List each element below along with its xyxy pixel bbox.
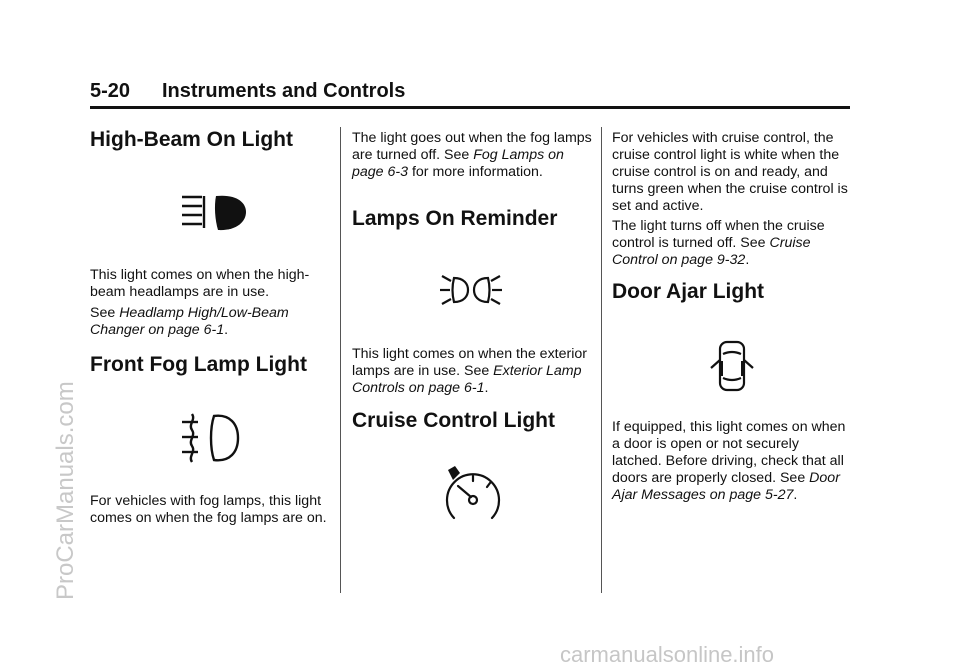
- footer-watermark: carmanualsonline.info: [560, 642, 775, 667]
- door-ajar-messages-link[interactable]: Door Ajar Messages on page 5-27: [612, 470, 840, 503]
- side-watermark: ProCarManuals.com: [52, 381, 79, 600]
- headlamp-changer-link[interactable]: Headlamp High/Low-Beam Changer on page 6-1: [90, 305, 289, 338]
- cruise-control-icon: [442, 464, 504, 522]
- fog-lamp-heading: Front Fog Lamp Light: [90, 353, 307, 376]
- door-ajar-icon: [708, 338, 756, 394]
- lamps-on-heading: Lamps On Reminder: [352, 207, 558, 230]
- high-beam-description: This light comes on when the high-beam headlamps are in use.: [90, 267, 310, 300]
- page-header: [90, 80, 850, 109]
- cruise-off-description: The light turns off when the cruise control is turned off. See Cruise Control on page 9-32.: [612, 218, 825, 268]
- fog-lamps-link[interactable]: Fog Lamps on page 6-3: [352, 147, 564, 180]
- fog-lamp-icon: [178, 410, 242, 466]
- cruise-status-description: For vehicles with cruise control, the cruise control light is white when the cruise control is on and ready, and turns green when the cruise control is set and active.: [612, 130, 848, 214]
- fog-lamp-off-text: The light goes out when the fog lamps are turned off. See Fog Lamps on page 6-3 for more information.: [352, 130, 592, 180]
- lamps-on-description: This light comes on when the exterior lamps are in use. See Exterior Lamp Controls on page 6-1.: [352, 346, 587, 396]
- fog-lamp-description: For vehicles with fog lamps, this light comes on when the fog lamps are on.: [90, 493, 327, 526]
- high-beam-reference: See Headlamp High/Low-Beam Changer on page 6-1.: [90, 305, 289, 338]
- column-divider-2: [601, 127, 602, 593]
- door-ajar-description: If equipped, this light comes on when a door is open or not securely latched. Before driving, check that all doors are properly closed. See Door Ajar Messages on page 5-27.: [612, 419, 846, 503]
- exterior-lamp-controls-link[interactable]: Exterior Lamp Controls on page 6-1: [352, 363, 582, 396]
- page-number: 5-20: [90, 80, 131, 102]
- lamps-on-icon: [438, 270, 504, 310]
- high-beam-icon: [178, 192, 250, 234]
- column-divider-1: [340, 127, 341, 593]
- cruise-control-link[interactable]: Cruise Control on page 9-32: [612, 235, 811, 268]
- high-beam-heading: High-Beam On Light: [90, 128, 293, 151]
- door-ajar-heading: Door Ajar Light: [612, 280, 765, 303]
- section-title: Instruments and Controls: [162, 80, 406, 102]
- cruise-control-heading: Cruise Control Light: [352, 409, 555, 432]
